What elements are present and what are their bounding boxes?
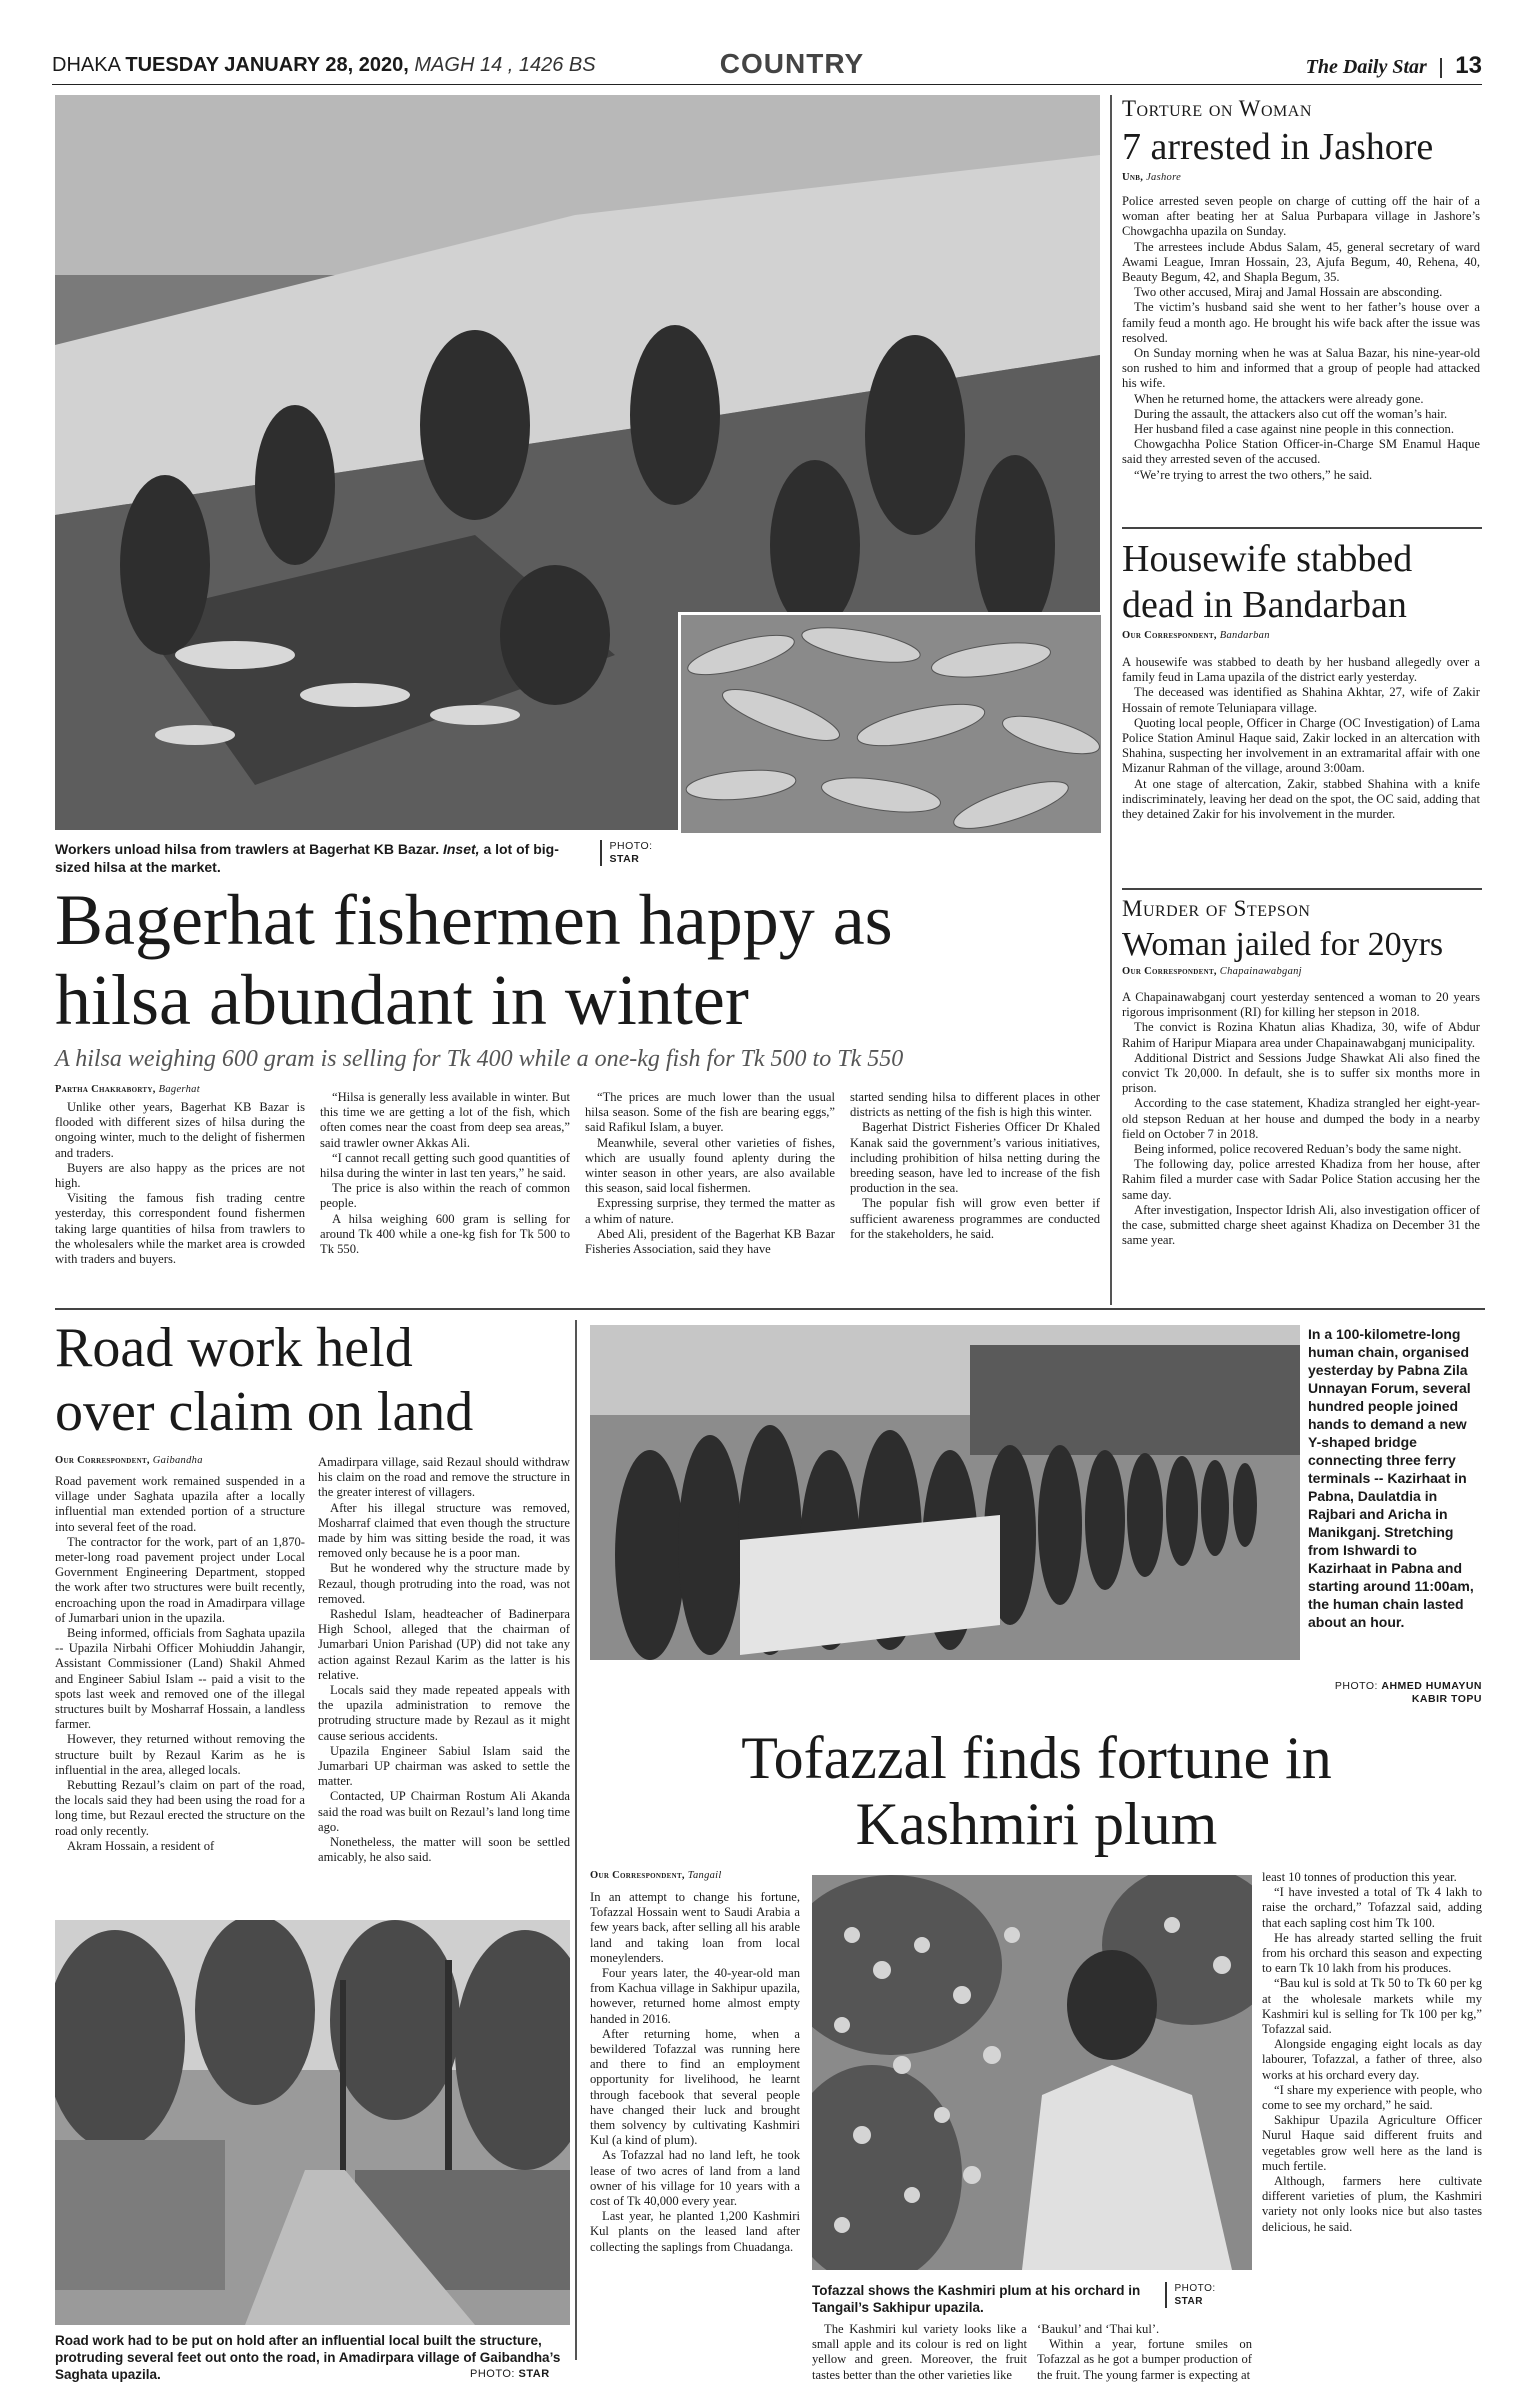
section-title: COUNTRY bbox=[719, 48, 865, 79]
hilsa-photo-credit bbox=[600, 840, 653, 866]
article-paragraph: started sending hilsa to different places in other districts as netting of the fish is high this winter. bbox=[850, 1090, 1100, 1120]
hilsa-byline bbox=[55, 1084, 200, 1095]
human-chain-caption: In a 100-kilometre-long human chain, organised yesterday by Pabna Zila Unnayan Forum, several hundred people joined hands to demand a new Y-shaped bridge connecting three ferry terminals -- Kazirhaat in Pabna, Daulatdia in Rajbari and Aricha in Manikganj. Stretching from Ishwardi to Kazirhaat in Pabna and starting around 11:00am, the human chain lasted about an hour. bbox=[1308, 1326, 1474, 1630]
article-paragraph: “Hilsa is generally less available in winter. But this time we are getting a lot of the fish, which often comes near the coast from deep sea areas,” said trawler owner Akkas Ali. bbox=[320, 1090, 570, 1150]
article-paragraph: The victim’s husband said she went to her father’s house over a family feud a month ago. He brought his wife back after the issue was resolved. bbox=[1122, 300, 1480, 345]
bandarban-body bbox=[1122, 655, 1480, 822]
credit-label: PHOTO: bbox=[609, 840, 653, 852]
article-paragraph: “I cannot recall getting such good quantities of hilsa during the winter in last ten years,” he said. bbox=[320, 1150, 570, 1181]
credit-label: PHOTO: bbox=[1174, 2283, 1216, 2294]
plum-photo bbox=[812, 1875, 1252, 2270]
article-paragraph: Amadirpara village, said Rezaul should withdraw his claim on the road and remove the structure in the greater interest of villagers. bbox=[318, 1455, 570, 1500]
plum-photo-credit bbox=[1165, 2282, 1216, 2308]
article-paragraph: least 10 tonnes of production this year. bbox=[1262, 1870, 1457, 1884]
article-paragraph: On Sunday morning when he was at Salua Bazar, his nine-year-old son rushed to him and informed that a group of people had attacked his wife. bbox=[1122, 346, 1480, 391]
page-header bbox=[52, 48, 1482, 85]
plum-col-3 bbox=[1037, 2322, 1252, 2383]
article-paragraph: A housewife was stabbed to death by her husband allegedly over a family feud in Lama upazila of the district early yesterday. bbox=[1122, 655, 1480, 685]
article-paragraph: As Tofazzal had no land left, he took lease of two acres of land from a land owner of his village for 10 years with a cost of Tk 40,000 every year. bbox=[590, 2148, 800, 2209]
human-chain-photo bbox=[590, 1325, 1300, 1660]
article-paragraph: “The prices are much lower than the usual hilsa season. Some of the fish are bearing eggs,” said Rafikul Islam, a buyer. bbox=[585, 1090, 835, 1135]
byline-name: Our Correspondent, bbox=[55, 1455, 150, 1466]
article-paragraph: In an attempt to change his fortune, Tofazzal Hossain went to Saudi Arabia a few years back, after selling all his arable land and taking loan from local moneylenders. bbox=[590, 1890, 800, 1965]
article-paragraph: Last year, he planted 1,200 Kashmiri Kul plants on the leased land after collecting the saplings from Chuadanga. bbox=[590, 2209, 800, 2254]
article-paragraph: Alongside engaging eight locals as day labourer, Tofazzal, a father of three, also works at his orchard every day. bbox=[1262, 2037, 1482, 2082]
hilsa-inset-photo bbox=[678, 612, 1104, 836]
dateline bbox=[52, 54, 596, 77]
roadwork-col-2 bbox=[318, 1455, 570, 1865]
article-paragraph: The price is also within the reach of common people. bbox=[320, 1181, 570, 1211]
credit-name: STAR bbox=[609, 853, 640, 865]
hilsa-deck: A hilsa weighing 600 gram is selling for Tk 400 while a one-kg fish for Tk 500 to Tk 550 bbox=[55, 1046, 904, 1072]
article-paragraph: “We’re trying to arrest the two others,” he said. bbox=[1134, 467, 1373, 482]
article-paragraph: After investigation, Inspector Idrish Ali, also investigation officer of the case, submitted charge sheet against Khadiza on December 31 the same year. bbox=[1122, 1202, 1480, 1248]
brand bbox=[1306, 52, 1482, 80]
credit-label: PHOTO: bbox=[470, 2368, 515, 2380]
article-paragraph: A Chapainawabganj court yesterday sentenced a woman to 20 years rigorous imprisonment (RI) for killing her stepson in 2018. bbox=[1122, 990, 1480, 1020]
byline-name: Our Correspondent, bbox=[590, 1870, 685, 1881]
caption-text: a lot of big-sized hilsa at the market. bbox=[55, 841, 559, 875]
byline-name: Partha Chakraborty, bbox=[55, 1084, 156, 1095]
article-paragraph: When he returned home, the attackers were already gone. bbox=[1134, 391, 1424, 406]
byline-place: Bagerhat bbox=[158, 1084, 200, 1095]
article-paragraph: At one stage of altercation, Zakir, stabbed Shahina with a knife indiscriminately, leaving her dead on the spot, the OC said, adding that they detained Zakir for his involvement in the murder. bbox=[1122, 776, 1480, 822]
plum-byline bbox=[590, 1870, 722, 1881]
article-paragraph: However, they returned without removing the structure built by Rezaul Karim as he is influential in the area, alleged locals. bbox=[55, 1732, 305, 1777]
article-paragraph: Contacted, UP Chairman Rostum Ali Akanda said the road was built on Rezaul’s land long time ago. bbox=[318, 1789, 570, 1834]
village-road-image bbox=[55, 1920, 570, 2325]
headline-line: Housewife stabbed bbox=[1122, 538, 1413, 580]
credit-name: AHMED HUMAYUN bbox=[1381, 1680, 1482, 1692]
dateline-date: TUESDAY JANUARY 28, 2020, bbox=[125, 54, 409, 76]
hilsa-pile-image bbox=[681, 615, 1101, 833]
article-paragraph: Although, farmers here cultivate different varieties of plum, the Kashmiri variety not only looks nice but also tastes delicious, he said. bbox=[1262, 2174, 1482, 2234]
article-paragraph: Two other accused, Miraj and Jamal Hossain are absconding. bbox=[1134, 285, 1443, 300]
article-paragraph: The contractor for the work, part of an 1,870-meter-long road pavement project under Local Government Engineering Department, stopped the work after two structures were built recently, encroaching upon the road in Amadirpara village of Jumarbari union in the upazila. bbox=[55, 1534, 305, 1625]
article-paragraph: Upazila Engineer Sabiul Islam said the Jumarbari UP chairman was asked to settle the matter. bbox=[318, 1743, 570, 1789]
jashore-byline bbox=[1122, 172, 1181, 183]
jashore-body bbox=[1122, 194, 1480, 483]
article-paragraph: Rebutting Rezaul’s claim on part of the road, the locals said they had been using the road for a long time, but Rezaul erected the structure on the road only recently. bbox=[55, 1778, 305, 1838]
article-paragraph: Police arrested seven people on charge of cutting off the hair of a woman after beating her at Salua Purbapara village in Jashore’s Chowgachha upazila on Sunday. bbox=[1122, 194, 1480, 239]
article-paragraph: Bagerhat District Fisheries Officer Dr Khaled Kanak said the government’s various initiatives, including prohibition of hilsa netting during the breeding season, have led to increase of the fish production in the sea. bbox=[850, 1120, 1100, 1196]
article-divider bbox=[1122, 527, 1482, 529]
stepson-body bbox=[1122, 990, 1480, 1248]
roadwork-photo bbox=[55, 1920, 570, 2325]
plum-col-4 bbox=[1262, 1870, 1482, 2235]
article-paragraph: Being informed, officials from Saghata upazila -- Upazila Nirbahi Officer Mohiuddin Jahangir, Assistant Commissioner (Land) Shakil Ahmed and Engineer Sabiul Islam -- paid a visit to the spots last week and removed one of the illegal structures built by Mosharraf Hossain, a landless farmer. bbox=[55, 1626, 305, 1732]
credit-rule bbox=[1165, 2282, 1167, 2308]
credit-label: PHOTO: bbox=[1334, 1680, 1378, 1692]
headline-line: hilsa abundant in winter bbox=[55, 960, 749, 1040]
article-paragraph: Sakhipur Upazila Agriculture Officer Nurul Haque said different fruits and vegetables grow well here as the land is much fertile. bbox=[1262, 2113, 1482, 2173]
article-paragraph: During the assault, the attackers also cut off the woman’s hair. bbox=[1134, 406, 1448, 421]
plum-orchard-image bbox=[812, 1875, 1252, 2270]
article-paragraph: Rashedul Islam, headteacher of Badinerpara High School, alleged that the chairman of Jumarbari Union Parishad (UP) did not take any action against Rezaul Karim as the latter is his relative. bbox=[318, 1607, 570, 1682]
article-paragraph: The convict is Rozina Khatun alias Khadiza, 30, wife of Abdur Rahim of Haripur Miapara area under Chapainawabganj municipality. bbox=[1122, 1020, 1480, 1050]
human-chain-credit bbox=[1300, 1680, 1482, 1706]
hilsa-col-2 bbox=[320, 1090, 570, 1257]
hilsa-photo-caption bbox=[55, 840, 565, 876]
article-paragraph: According to the case statement, Khadiza strangled her eight-year-old stepson Reduan at her house and dumped the body in a nearby field on October 7 in 2018. bbox=[1122, 1096, 1480, 1141]
article-paragraph: Nonetheless, the matter will soon be settled amicably, he also said. bbox=[318, 1835, 570, 1865]
headline-line: over claim on land bbox=[55, 1381, 474, 1443]
headline-line: Kashmiri plum bbox=[855, 1791, 1218, 1857]
article-paragraph: Expressing surprise, they termed the matter as a whim of nature. bbox=[585, 1196, 835, 1226]
article-paragraph: After his illegal structure was removed, Mosharraf claimed that even though the structure made by him was sitting beside the road, it was removed only because he is a poor man. bbox=[318, 1500, 570, 1561]
article-paragraph: “Bau kul is sold at Tk 50 to Tk 60 per kg at the wholesale markets while my Kashmiri kul is selling for Tk 100 per kg,” Tofazzal said. bbox=[1262, 1976, 1482, 2037]
article-paragraph: Within a year, fortune smiles on Tofazzal as he got a bumper production of the fruit. The young farmer is expecting at bbox=[1037, 2337, 1252, 2382]
stepson-byline bbox=[1122, 966, 1302, 977]
byline-place: Gaibandha bbox=[152, 1455, 203, 1466]
article-paragraph: Meanwhile, several other varieties of fishes, which are usually found aplenty during the winter season in other years, are also available this season, said local fishermen. bbox=[585, 1135, 835, 1196]
article-paragraph: The Kashmiri kul variety looks like a small apple and its colour is red on light yellow and green. Moreover, the fruit tastes better than the other varieties like bbox=[812, 2322, 1027, 2382]
stepson-kicker: Murder of Stepson bbox=[1122, 896, 1311, 921]
article-paragraph: The deceased was identified as Shahina Akhtar, 27, wife of Zakir Hossain of remote Teluniapara village. bbox=[1122, 685, 1480, 715]
byline-name: Our Correspondent, bbox=[1122, 630, 1217, 641]
article-paragraph: “I share my experience with people, who come to see my orchard,” he said. bbox=[1262, 2082, 1482, 2113]
roadwork-headline bbox=[55, 1316, 570, 1444]
article-paragraph: Abed Ali, president of the Bagerhat KB Bazar Fisheries Association, said they have bbox=[585, 1226, 835, 1257]
headline-line: Bagerhat fishermen happy as bbox=[55, 880, 893, 960]
credit-rule bbox=[600, 840, 602, 866]
paper-logo: The Daily Star bbox=[1305, 56, 1427, 78]
jashore-headline: 7 arrested in Jashore bbox=[1122, 126, 1434, 168]
article-paragraph: The following day, police arrested Khadiza from her house, after Rahim filed a murder case with Sadar Police Station accusing her the same day. bbox=[1122, 1157, 1480, 1202]
article-paragraph: Visiting the famous fish trading centre yesterday, this correspondent found fishermen taking large quantities of hilsa from trawlers to the wholesalers while the market area is crowded with traders and buyers. bbox=[55, 1191, 305, 1267]
article-paragraph: But he wondered why the structure made by Rezaul, though protruding into the road, was not removed. bbox=[318, 1561, 570, 1606]
column-rule bbox=[1110, 95, 1112, 1305]
article-paragraph: Locals said they made repeated appeals with the upazila administration to remove the protruding structure made by Rezaul as it might cause serious accidents. bbox=[318, 1683, 570, 1743]
dateline-city: DHAKA bbox=[52, 54, 120, 76]
article-paragraph: Road pavement work remained suspended in a village under Saghata upazila after a locally influential man extended portion of a structure into several feet of the road. bbox=[55, 1474, 305, 1534]
article-paragraph: Unlike other years, Bagerhat KB Bazar is flooded with different sizes of hilsa during the ongoing winter, much to the delight of fishermen and traders. bbox=[55, 1100, 305, 1160]
roadwork-photo-credit bbox=[470, 2368, 550, 2381]
plum-col-1 bbox=[590, 1890, 800, 2255]
roadwork-byline bbox=[55, 1455, 203, 1466]
article-paragraph: Akram Hossain, a resident of bbox=[67, 1838, 215, 1853]
caption-text: Workers unload hilsa from trawlers at Bagerhat KB Bazar. bbox=[55, 841, 440, 857]
dateline-bangla-date: MAGH 14 , 1426 BS bbox=[414, 54, 596, 76]
jashore-kicker: Torture on Woman bbox=[1122, 96, 1312, 121]
stepson-headline: Woman jailed for 20yrs bbox=[1122, 926, 1444, 963]
bandarban-byline bbox=[1122, 630, 1270, 641]
article-paragraph: After returning home, when a bewildered Tofazzal was running here and there to find an employment opportunity for livelihood, he learnt through facebook that several people have changed their luck and brought them solvency by cultivating Kashmiri Kul (a kind of plum). bbox=[590, 2026, 800, 2148]
article-paragraph: The arrestees include Abdus Salam, 45, general secretary of ward Awami League, Imran Hossain, 23, Ajufa Begum, 40, Rehena, 40, Beauty Begum, 42, and Shapla Begum, 35. bbox=[1122, 239, 1480, 285]
hilsa-col-3 bbox=[585, 1090, 835, 1257]
article-paragraph: Her husband filed a case against nine people in this connection. bbox=[1134, 422, 1454, 437]
bandarban-headline bbox=[1122, 536, 1482, 628]
byline-name: Our Correspondent, bbox=[1122, 966, 1217, 977]
article-divider bbox=[1122, 888, 1482, 890]
credit-name: STAR bbox=[1174, 2296, 1203, 2307]
article-paragraph: A hilsa weighing 600 gram is selling for around Tk 400 while a one-kg fish for Tk 500 to Tk 550. bbox=[320, 1211, 570, 1257]
article-paragraph: Being informed, police recovered Reduan’s body the same night. bbox=[1134, 1142, 1462, 1157]
headline-line: Road work held bbox=[55, 1317, 413, 1379]
roadwork-photo-caption: Road work had to be put on hold after an influential local built the structure, protruding several feet out onto the road, in Amadirpara village of Gaibandha’s Saghata upazila. bbox=[55, 2333, 561, 2382]
article-paragraph: The popular fish will grow even better if sufficient awareness programmes are conducted for the stakeholders, he said. bbox=[850, 1196, 1100, 1241]
article-paragraph: ‘Baukul’ and ‘Thai kul’. bbox=[1037, 2322, 1160, 2336]
human-chain-image bbox=[590, 1325, 1300, 1660]
byline-place: Jashore bbox=[1146, 172, 1182, 183]
hilsa-headline bbox=[55, 880, 1105, 1040]
column-rule bbox=[575, 1320, 577, 2360]
plum-headline bbox=[590, 1725, 1483, 1857]
byline-name: Unb, bbox=[1122, 172, 1144, 183]
article-paragraph: Quoting local people, Officer in Charge (OC Investigation) of Lama Police Station Aminul Haque said, Zakir locked in an altercation with Shahina, suspecting her involvement in an extramarital affair with one Mizanur Rahman of the village, around 3:00am. bbox=[1122, 715, 1480, 776]
hilsa-col-1 bbox=[55, 1100, 305, 1267]
headline-line: dead in Bandarban bbox=[1122, 584, 1407, 626]
article-paragraph: Buyers are also happy as the prices are not high. bbox=[55, 1160, 305, 1191]
headline-line: Tofazzal finds fortune in bbox=[741, 1725, 1332, 1791]
hilsa-col-4 bbox=[850, 1090, 1100, 1242]
plum-photo-caption: Tofazzal shows the Kashmiri plum at his orchard in Tangail’s Sakhipur upazila. bbox=[812, 2283, 1141, 2315]
page-number: 13 bbox=[1455, 52, 1482, 79]
article-paragraph: Additional District and Sessions Judge Shawkat Ali also fined the convict Tk 20,000. In default, she is to suffer six months more in prison. bbox=[1122, 1050, 1480, 1096]
byline-place: Tangail bbox=[687, 1870, 722, 1881]
byline-place: Chapainawabganj bbox=[1219, 966, 1302, 977]
brand-divider bbox=[1440, 58, 1442, 78]
credit-name: KABIR TOPU bbox=[1411, 1693, 1482, 1705]
roadwork-col-1 bbox=[55, 1474, 305, 1854]
article-paragraph: He has already started selling the fruit from his orchard this season and expecting to earn Tk 10 lakh from his produces. bbox=[1262, 1930, 1482, 1976]
article-paragraph: Chowgachha Police Station Officer-in-Charge SM Enamul Haque said they arrested seven of the accused. bbox=[1122, 437, 1480, 467]
article-paragraph: “I have invested a total of Tk 4 lakh to raise the orchard,” Tofazzal said, adding that each sapling cost him Tk 100. bbox=[1262, 1885, 1482, 1930]
credit-name: STAR bbox=[518, 2368, 550, 2380]
plum-col-2 bbox=[812, 2322, 1027, 2383]
article-paragraph: Four years later, the 40-year-old man from Kachua village in Sakhipur upazila, however, returned home almost empty handed in 2016. bbox=[590, 1966, 800, 2026]
caption-inset-label: Inset, bbox=[442, 841, 480, 857]
section-divider bbox=[55, 1308, 1485, 1310]
byline-place: Bandarban bbox=[1219, 630, 1270, 641]
